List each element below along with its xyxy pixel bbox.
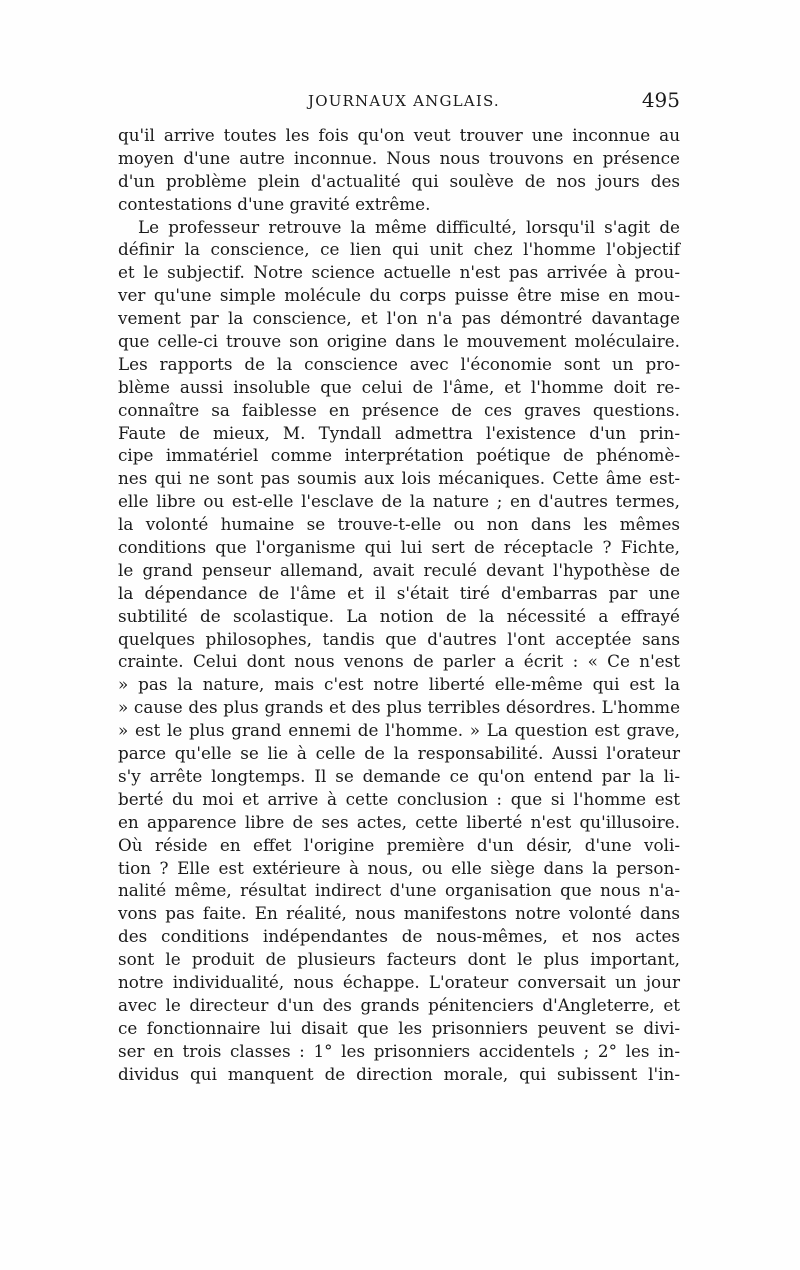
text-line: conditions que l'organisme qui lui sert de réceptacle ? Fichte, — [118, 537, 680, 558]
paragraph-start-line: Le professeur retrouve la même difficulté, lorsqu'il s'agit de — [138, 216, 680, 237]
text-line: la volonté humaine se trouve-t-elle ou non dans les mêmes — [118, 514, 680, 535]
running-title: JOURNAUX ANGLAIS. — [308, 92, 500, 110]
text-line: s'y arrête longtemps. Il se demande ce qu'on entend par la li- — [118, 765, 680, 786]
text-line: contestations d'une gravité extrême. — [118, 193, 431, 214]
text-line: blème aussi insoluble que celui de l'âme, et l'homme doit re- — [118, 376, 680, 397]
text-line: quelques philosophes, tandis que d'autres l'ont acceptée sans — [118, 628, 680, 649]
text-line: sont le produit de plusieurs facteurs dont le plus important, — [118, 949, 680, 970]
text-line: la dépendance de l'âme et il s'était tiré d'embarras par une — [118, 582, 680, 603]
text-line: dividus qui manquent de direction morale, qui subissent l'in- — [118, 1063, 680, 1084]
text-line: nalité même, résultat indirect d'une organisation que nous n'a- — [118, 880, 680, 901]
text-line: parce qu'elle se lie à celle de la responsabilité. Aussi l'orateur — [118, 743, 680, 764]
text-line: subtilité de scolastique. La notion de la nécessité a effrayé — [118, 605, 680, 626]
page-number: 495 — [641, 88, 680, 112]
text-line: et le subjectif. Notre science actuelle n'est pas arrivée à prou- — [118, 262, 680, 283]
text-line: vement par la conscience, et l'on n'a pas démontré davantage — [118, 308, 680, 329]
text-line: » cause des plus grands et des plus terribles désordres. L'homme — [118, 697, 680, 718]
text-line: berté du moi et arrive à cette conclusion : que si l'homme est — [118, 788, 680, 809]
running-head — [118, 88, 680, 116]
text-line: qu'il arrive toutes les fois qu'on veut trouver une inconnue au — [118, 125, 680, 145]
text-line: crainte. Celui dont nous venons de parler a écrit : « Ce n'est — [118, 651, 680, 672]
text-line: ver qu'une simple molécule du corps puisse être mise en mou- — [118, 285, 680, 306]
text-line: notre individualité, nous échappe. L'orateur conversait un jour — [118, 971, 680, 992]
text-line: moyen d'une autre inconnue. Nous nous trouvons en présence — [118, 147, 680, 168]
text-line: elle libre ou est-elle l'esclave de la nature ; en d'autres termes, — [118, 491, 680, 512]
text-line: Où réside en effet l'origine première d'un désir, d'une voli- — [118, 834, 680, 855]
text-line: cipe immatériel comme interprétation poétique de phénomè- — [118, 445, 680, 466]
text-line: le grand penseur allemand, avait reculé devant l'hypothèse de — [118, 559, 680, 580]
text-line: tion ? Elle est extérieure à nous, ou elle siège dans la person- — [118, 857, 680, 878]
text-line: que celle-ci trouve son origine dans le mouvement moléculaire. — [118, 331, 680, 352]
text-line: Faute de mieux, M. Tyndall admettra l'existence d'un prin- — [118, 422, 680, 443]
body-text — [118, 124, 680, 1085]
text-line: d'un problème plein d'actualité qui soulève de nos jours des — [118, 170, 680, 191]
text-line: nes qui ne sont pas soumis aux lois mécaniques. Cette âme est- — [118, 468, 680, 489]
text-line: » est le plus grand ennemi de l'homme. » La question est grave, — [118, 720, 680, 741]
text-line: Les rapports de la conscience avec l'économie sont un pro- — [118, 353, 680, 374]
text-line: des conditions indépendantes de nous-mêmes, et nos actes — [118, 926, 680, 947]
text-line: » pas la nature, mais c'est notre liberté elle-même qui est la — [118, 674, 680, 695]
text-line: en apparence libre de ses actes, cette liberté n'est qu'illusoire. — [118, 811, 680, 832]
text-line: avec le directeur d'un des grands pénitenciers d'Angleterre, et — [118, 994, 680, 1015]
text-line: ser en trois classes : 1° les prisonniers accidentels ; 2° les in- — [118, 1040, 680, 1061]
text-line: ce fonctionnaire lui disait que les prisonniers peuvent se divi- — [118, 1017, 680, 1038]
text-line: vons pas faite. En réalité, nous manifestons notre volonté dans — [118, 903, 680, 924]
text-line: connaître sa faiblesse en présence de ces graves questions. — [118, 399, 680, 420]
text-line: définir la conscience, ce lien qui unit chez l'homme l'objectif — [118, 239, 680, 260]
